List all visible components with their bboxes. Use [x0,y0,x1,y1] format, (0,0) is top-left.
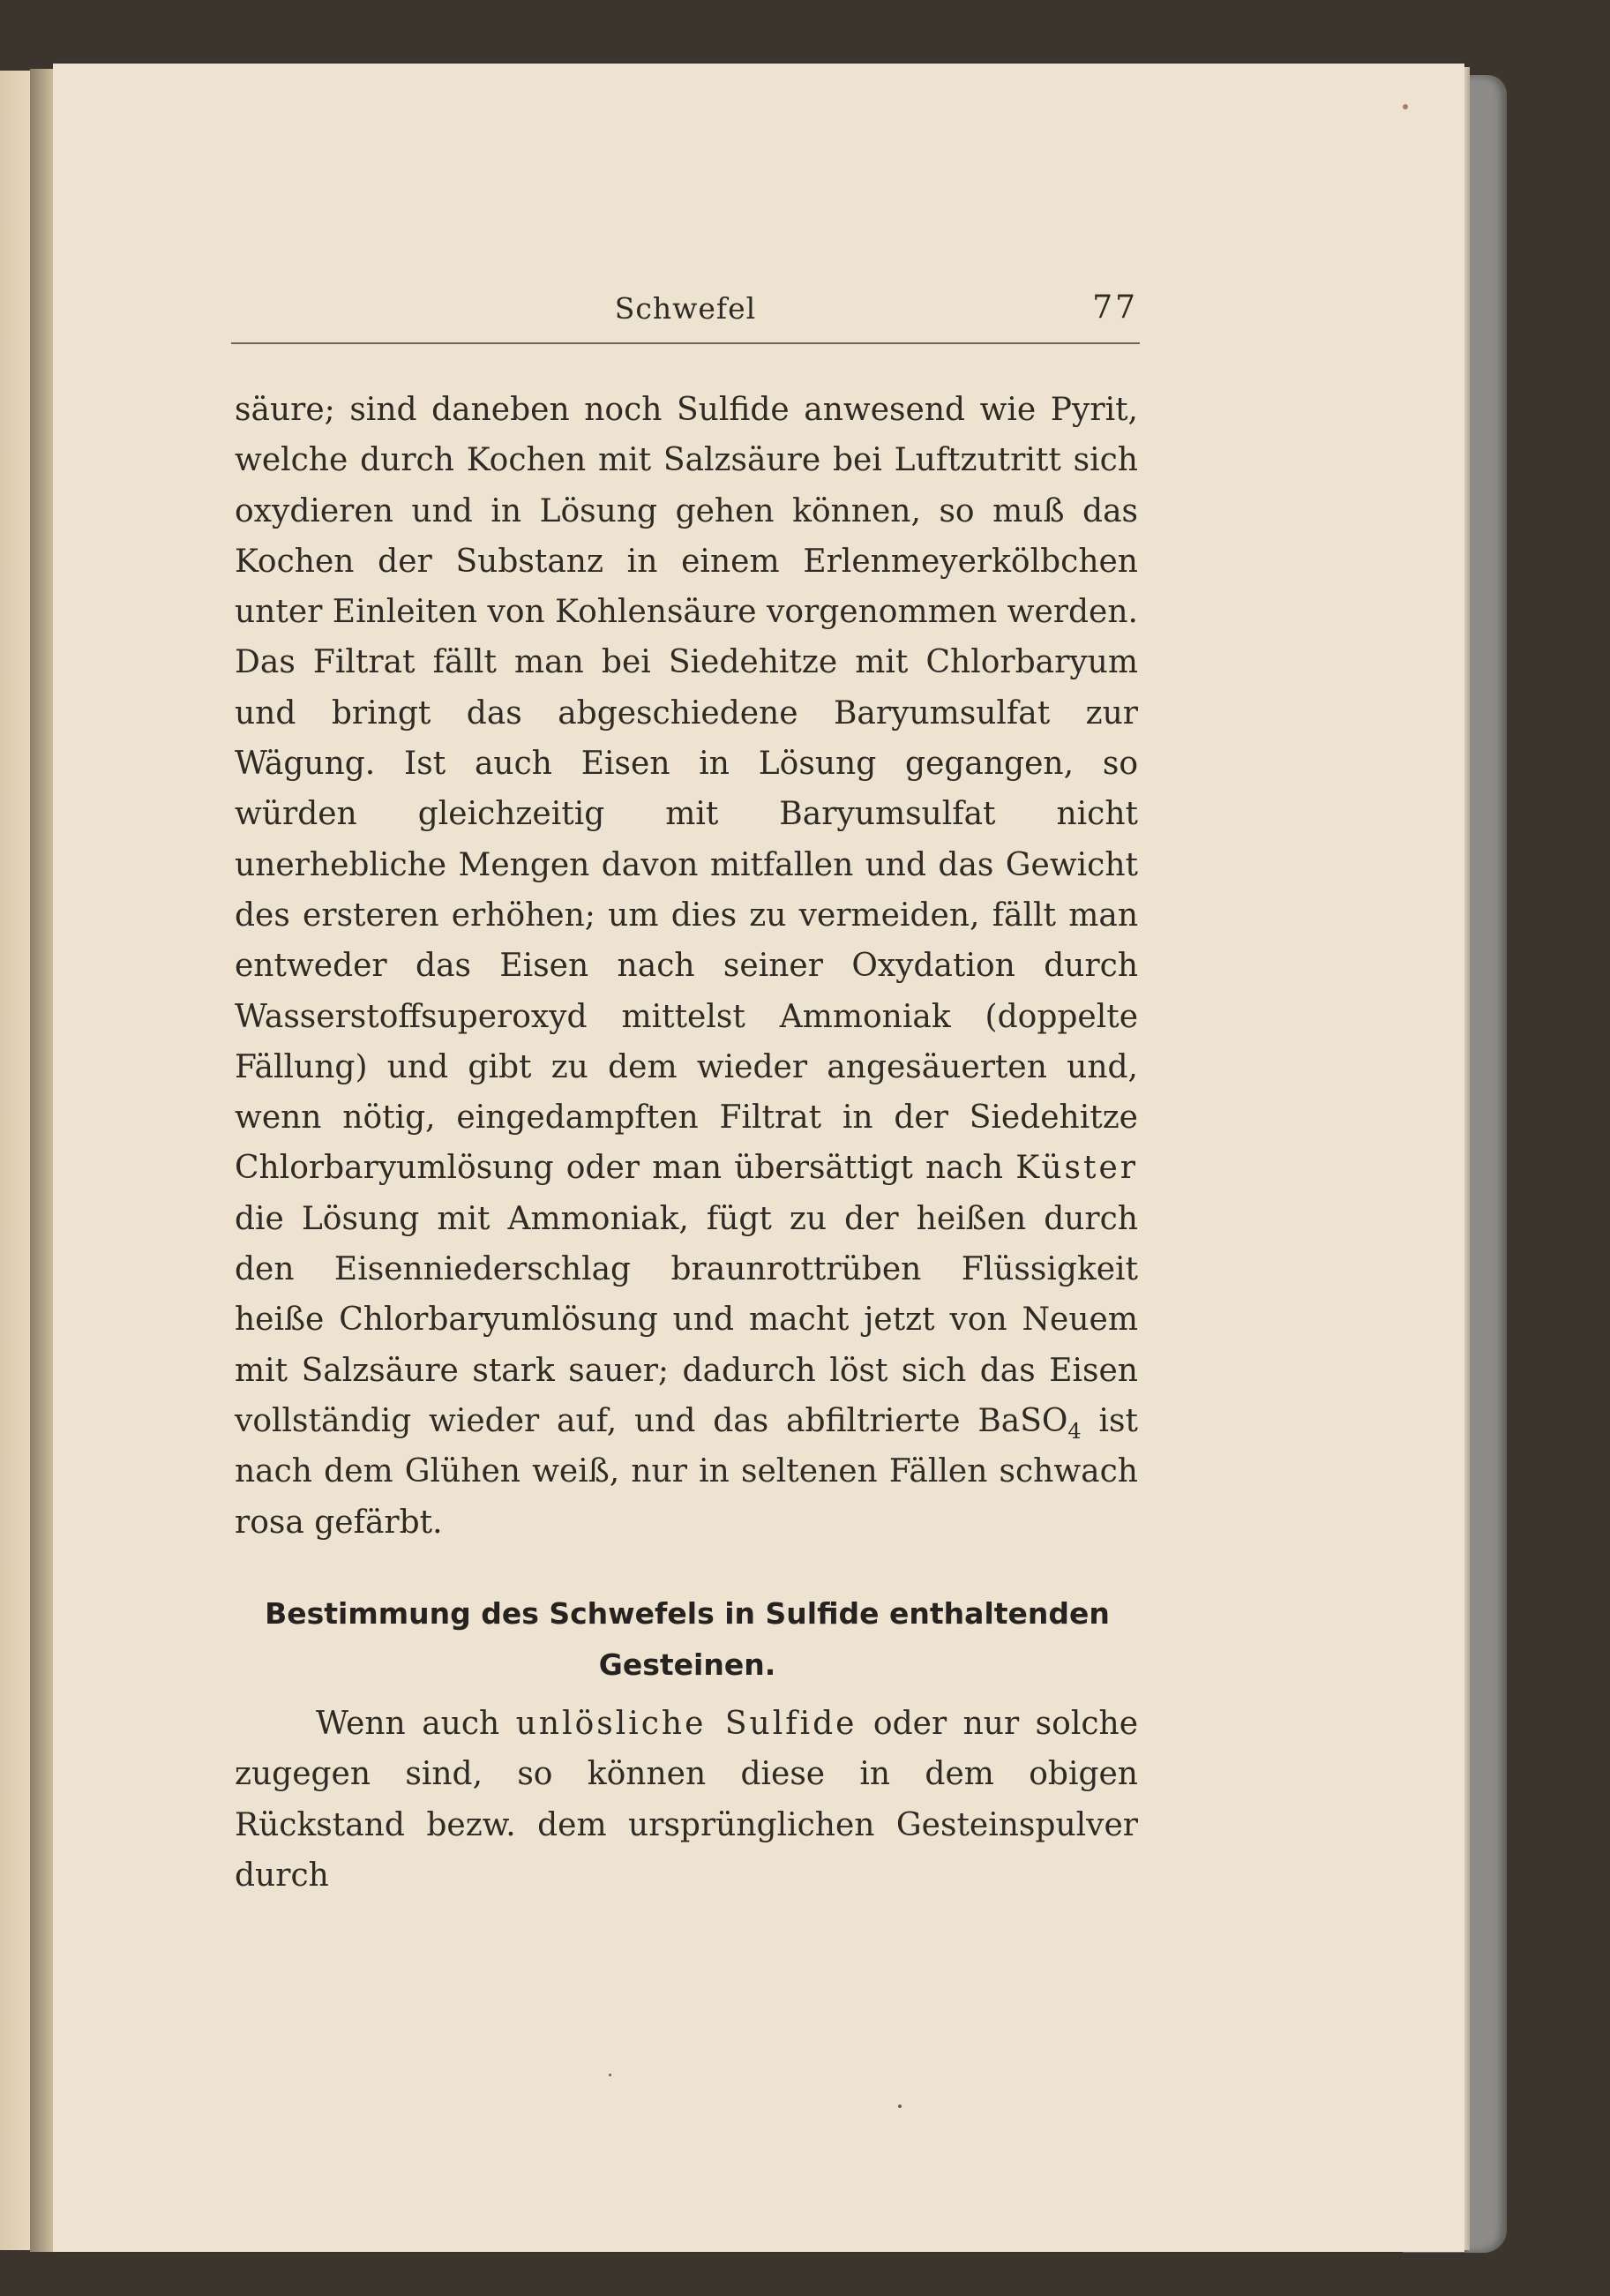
paragraph-2 [235,1699,1138,1901]
paragraph-2-emphasis: unlösliche Sulfide [515,1706,857,1742]
section-heading [231,1588,1143,1691]
paper-speck [609,2074,611,2076]
author-name: Küster [1015,1150,1138,1187]
paragraph-1-text: säure; sind daneben noch Sulfide anwesend wie Pyrit, welche durch Kochen mit Salzsäure bei Luftzutritt sich oxydieren und in Lösung gehen können, so muß das Kochen der Substanz in einem Erlenmeyerkölbchen unter Einleiten von Kohlensäure vorgenommen werden. Das Filtrat fällt man bei Siedehitze mit Chlorbaryum und bringt das abgeschiedene Baryumsulfat zur Wägung. Ist auch Eisen in Lösung gegangen, so würden gleichzeitig mit Baryumsulfat nicht unerhebliche Mengen davon mitfallen und das Gewicht des ersteren erhöhen; um dies zu vermeiden, fällt man entweder das Eisen nach seiner Oxydation durch Wasserstoffsuperoxyd mittelst Ammoniak (doppelte Fällung) und gibt zu dem wieder angesäuerten und, wenn nötig, eingedampften Filtrat in der Siedehitze Chlorbaryumlösung oder man übersättigt nach [235,392,1138,1187]
book-gutter [30,69,53,2252]
paragraph-1-end: ist nach dem Glühen weiß, nur in seltenen Fällen schwach rosa gefärbt. [235,1402,1138,1541]
formula-base: BaSO [977,1402,1068,1439]
section-heading-line-1: Bestimmung des Schwefels in Sulfide enthaltenden [265,1596,1110,1631]
page-edge [1464,67,1470,2250]
section-heading-line-2: Gesteinen. [598,1647,776,1682]
paper-speck [1403,104,1408,109]
page-number: 77 [1092,289,1138,326]
paragraph-2-start: Wenn auch [316,1706,500,1742]
paragraph-2-rest: oder nur solche zugegen sind, so können diese in dem obigen Rückstand bezw. dem ursprünglichen Gesteinspulver durch [235,1706,1138,1894]
paragraph-1-continued: die Lösung mit Ammoniak, fügt zu der heißen durch den Eisenniederschlag braunrottrüben Flüssigkeit heiße Chlorbaryumlösung und macht jetzt von Neuem mit Salzsäure stark sauer; dadurch löst sich das Eisen vollständig wieder auf, und das abfiltrierte [235,1200,1138,1439]
page-header [231,284,1140,344]
formula-subscript: 4 [1067,1419,1082,1444]
paragraph-1 [235,385,1138,1548]
running-title: Schwefel [614,291,757,326]
chemical-formula [977,1402,1082,1444]
left-page-edge [0,71,30,2250]
paper-speck [898,2105,902,2108]
